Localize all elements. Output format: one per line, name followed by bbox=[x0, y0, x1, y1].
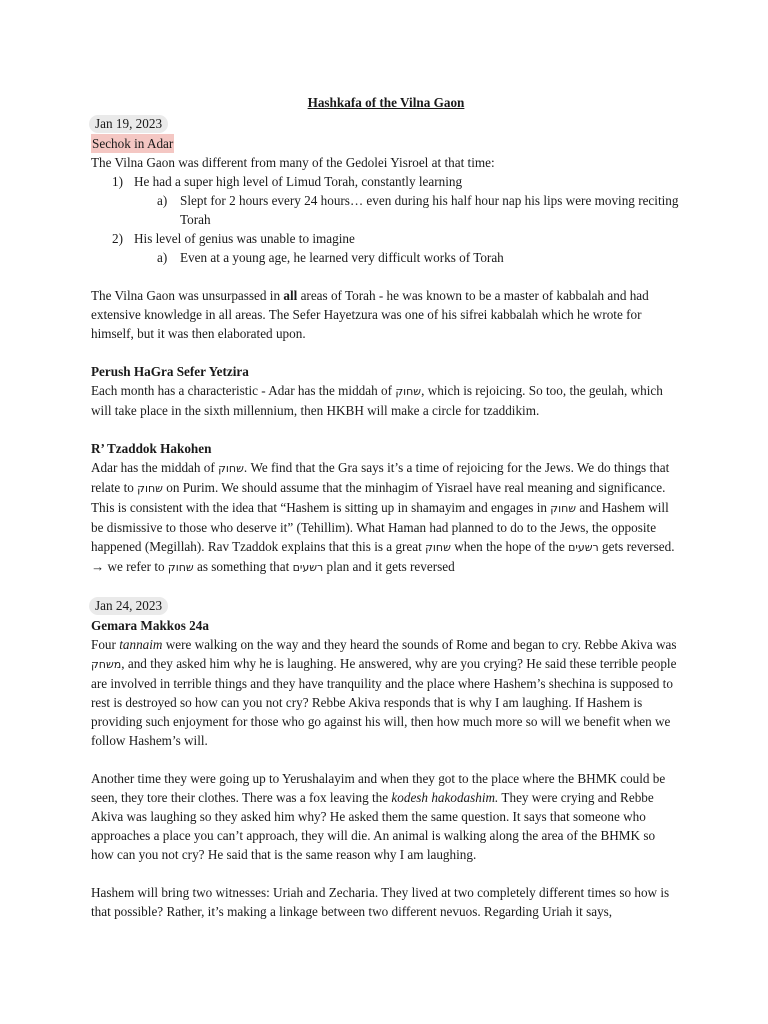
hebrew-word: שחוק bbox=[550, 502, 577, 515]
hebrew-word: שחוק bbox=[395, 385, 422, 398]
section-label-row bbox=[91, 134, 681, 153]
text-run: , which is rejoicing. So too, the geulah, which will take place in the sixth millennium, then HKBH will make a circle for tzaddikim. bbox=[91, 383, 663, 418]
paragraph bbox=[91, 635, 681, 750]
spacer bbox=[91, 343, 681, 362]
section-heading: Gemara Makkos 24a bbox=[91, 618, 209, 633]
list-number: 2) bbox=[112, 231, 123, 246]
date-row bbox=[91, 114, 681, 134]
list-item bbox=[91, 229, 681, 248]
hebrew-word: שחוק bbox=[218, 462, 244, 475]
text-run: → we refer to bbox=[91, 559, 168, 574]
text-run: as something that bbox=[193, 559, 293, 574]
bold-text: all bbox=[283, 288, 298, 303]
section-heading: R’ Tzaddok Hakohen bbox=[91, 441, 212, 456]
list-item-text: Slept for 2 hours every 24 hours… even during his half hour nap his lips were moving reciting Torah bbox=[180, 193, 679, 227]
hebrew-word: שחוק bbox=[425, 541, 451, 554]
list-item bbox=[91, 172, 681, 191]
intro-text: The Vilna Gaon was different from many of the Gedolei Yisroel at that time: bbox=[91, 155, 495, 170]
text-run: and Hashem will be dismissive to those who deserve it” (Tehillim). What Haman had planned to do to the Jews, the opposite happened (Megillah). Rav Tzaddok explains that this is a great bbox=[91, 500, 669, 554]
date-chip[interactable]: Jan 19, 2023 bbox=[89, 115, 168, 133]
spacer bbox=[91, 577, 681, 596]
spacer bbox=[91, 750, 681, 769]
text-run: Four bbox=[91, 637, 120, 652]
paragraph: Hashem will bring two witnesses: Uriah and Zecharia. They lived at two completely different times so how is that possible? Rather, it’s making a linkage between two different nevuos. Regarding Uriah it says, bbox=[91, 885, 670, 919]
hebrew-word: שחוק bbox=[167, 561, 194, 574]
list-item-text: Even at a young age, he learned very difficult works of Torah bbox=[180, 250, 504, 265]
date-row bbox=[91, 596, 681, 616]
paragraph bbox=[91, 381, 681, 420]
paragraph bbox=[91, 286, 681, 343]
list-number: a) bbox=[157, 193, 168, 208]
text-run: when the hope of the bbox=[450, 539, 569, 554]
text-run: The Vilna Gaon was unsurpassed in bbox=[91, 288, 284, 303]
text-run: were walking on the way and they heard the sounds of Rome and began to cry. Rebbe Akiva was bbox=[162, 637, 677, 652]
date-chip[interactable]: Jan 24, 2023 bbox=[89, 597, 168, 615]
italic-text: tannaim bbox=[119, 637, 163, 652]
list-number: a) bbox=[157, 250, 168, 265]
spacer bbox=[91, 420, 681, 439]
text-run: plan and it gets reversed bbox=[323, 559, 455, 574]
text-run: on Purim. We should assume that the minhagim of Yisrael have real meaning and significance. This is consistent with the idea that “Hashem is sitting up in shamayim and engages in bbox=[91, 480, 666, 515]
sub-list-item bbox=[91, 248, 681, 267]
text-run: Adar has the middah of bbox=[91, 460, 219, 475]
sub-list-item bbox=[91, 191, 681, 229]
text-run: Another time they were going up to Yerushalayim and when they got to the place where the BHMK could be seen, they tore their clothes. There was a fox leaving the bbox=[91, 771, 666, 805]
text-run: areas of Torah - he was known to be a master of kabbalah and had extensive knowledge in all areas. The Sefer Hayetzura was one of his sifrei kabbalah which he wrote for himself, but it was then elaborated upon. bbox=[91, 288, 649, 341]
page-title: Hashkafa of the Vilna Gaon bbox=[307, 95, 465, 110]
list-item-text: He had a super high level of Limud Torah, constantly learning bbox=[134, 174, 463, 189]
text-run: gets reversed. bbox=[598, 539, 675, 554]
italic-text: kodesh hakodashim. bbox=[391, 790, 499, 805]
list-item-text: His level of genius was unable to imagine bbox=[134, 231, 355, 246]
paragraph bbox=[91, 769, 681, 864]
spacer bbox=[91, 864, 681, 883]
arrow-note bbox=[91, 557, 681, 577]
list-number: 1) bbox=[112, 174, 123, 189]
hebrew-word: משחק bbox=[91, 658, 122, 671]
document-content bbox=[91, 93, 681, 921]
text-run: They were crying and Rebbe Akiva was laughing so they asked him why? He asked them the same question. It says that someone who approaches a place you can’t approach, they will die. An animal is walking along the area of the BHMK so how can you not cry? He said that is the same reason why I am laughing. bbox=[91, 790, 656, 862]
hebrew-word: רשעים bbox=[568, 541, 599, 554]
hebrew-word: רשעים bbox=[292, 561, 324, 574]
hebrew-word: שחוק bbox=[137, 482, 163, 495]
section-label: Sechok in Adar bbox=[92, 136, 174, 151]
text-run: . We find that the Gra says it’s a time of rejoicing for the Jews. We do things that relate to bbox=[91, 460, 670, 495]
text-run: Each month has a characteristic - Adar has the middah of bbox=[91, 383, 396, 398]
spacer bbox=[91, 267, 681, 286]
section-heading: Perush HaGra Sefer Yetzira bbox=[91, 364, 249, 379]
text-run: , and they asked him why he is laughing. He answered, why are you crying? He said these terrible people are involved in terrible things and they have tranquility and the place where Hashem’s shechina is supposed to rest is destroyed so how can you not cry? Rebbe Akiva responds that is why I am laughing. If Hashem is providing such enjoyment for those who go against his will, then how much more so will we benefit when we follow Hashem’s will. bbox=[91, 656, 677, 748]
paragraph bbox=[91, 458, 681, 557]
